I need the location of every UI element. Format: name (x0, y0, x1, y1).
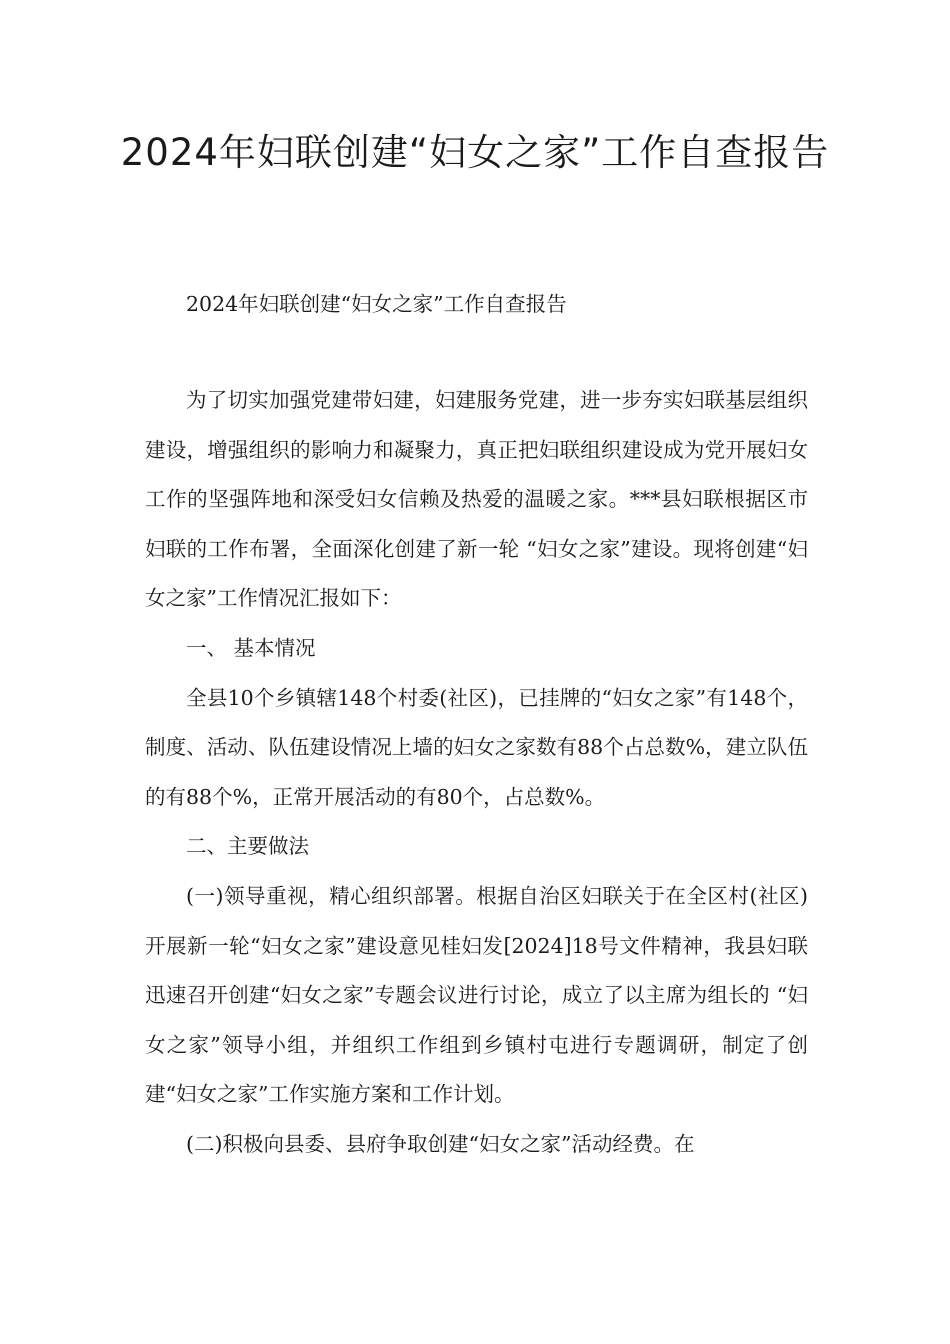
document-title: 2024年妇联创建“妇女之家”工作自查报告 (120, 131, 830, 174)
document-body (145, 376, 808, 1170)
paragraph-basic-situation: 全县10个乡镇辖148个村委(社区)，已挂牌的“妇女之家”有148个，制度、活动、队伍建设情况上墙的妇女之家数有88个占总数%，建立队伍的有88个%，正常开展活动的有80个，占总数%。 (145, 685, 808, 809)
paragraph-intro: 为了切实加强党建带妇建，妇建服务党建，进一步夯实妇联基层组织建设，增强组织的影响力和凝聚力，真正把妇联组织建设成为党开展妇女工作的坚强阵地和深受妇女信赖及热爱的温暖之家。***县妇联根据区市妇联的工作布署，全面深化创建了新一轮 “妇女之家”建设。现将创建“妇女之家”工作情况汇报如下： (145, 388, 808, 611)
section-heading-main-practices: 二、主要做法 (186, 834, 309, 859)
document-subtitle: 2024年妇联创建“妇女之家”工作自查报告 (186, 292, 567, 316)
paragraph-practice-1: (一)领导重视，精心组织部署。根据自治区妇联关于在全区村(社区)开展新一轮“妇女之家”建设意见桂妇发[2024]18号文件精神，我县妇联迅速召开创建“妇女之家”专题会议进行讨论，成立了以主席为组长的 “妇女之家”领导小组，并组织工作组到乡镇村屯进行专题调研，制定了创建“妇女之家”工作实施方案和工作计划。 (145, 883, 808, 1107)
section-heading-basic-situation: 一、 基本情况 (186, 635, 316, 660)
paragraph-practice-2: (二)积极向县委、县府争取创建“妇女之家”活动经费。在 (186, 1131, 695, 1156)
